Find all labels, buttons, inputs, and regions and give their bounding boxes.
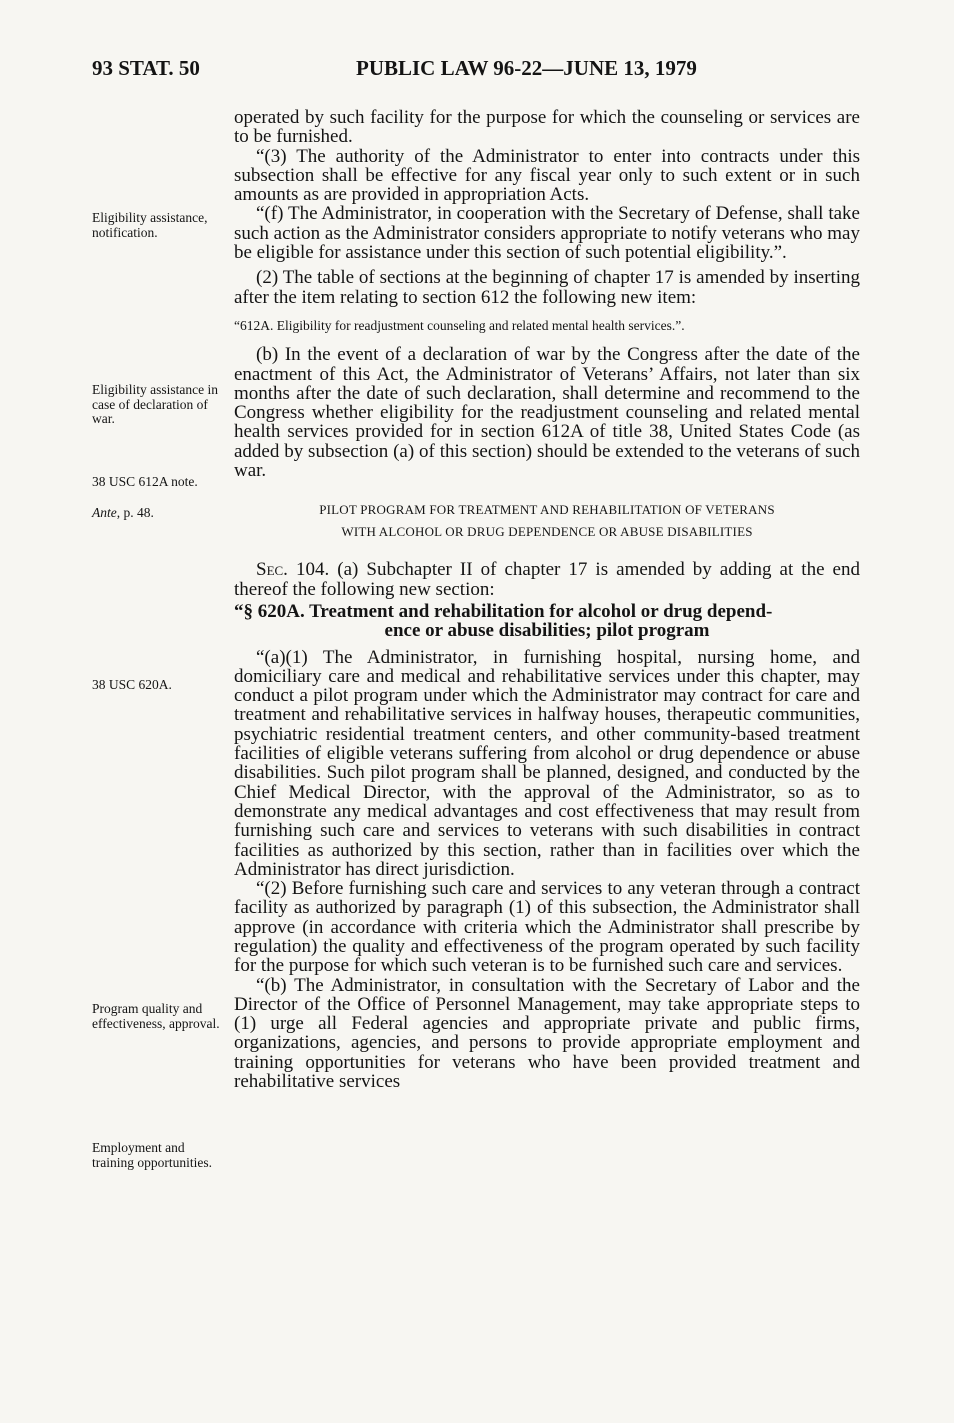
- table-item-612a: “612A. Eligibility for readjustment counseling and related mental health services.”.: [234, 317, 685, 333]
- margin-note-program-quality: Program quality and effectiveness, approval.: [92, 1001, 220, 1031]
- paragraph-table-amend: (2) The table of sections at the beginning of chapter 17 is amended by inserting after the item relating to section 612 the following new item:: [234, 267, 860, 308]
- margin-note-usc-620a: 38 USC 620A.: [92, 677, 172, 692]
- margin-note-eligibility-war: Eligibility assistance in case of declaration of war.: [92, 382, 218, 426]
- paragraph-continuation: operated by such facility for the purpose for which the counseling or services are to be furnished.: [234, 107, 860, 148]
- paragraph-3: “(3) The authority of the Administrator to enter into contracts under this subsection shall be effective for any fiscal year only to such extent or in such amounts as are provided in appropriation Acts.: [234, 145, 860, 206]
- section-heading: [234, 499, 860, 543]
- section-title-line-1: “§ 620A. Treatment and rehabilitation for alcohol or drug depend-: [234, 600, 773, 622]
- margin-note-usc-612a: 38 USC 612A note.: [92, 474, 198, 489]
- paragraph-b-war: (b) In the event of a declaration of war by the Congress after the date of the enactment of this Act, the Administrator of Veterans’ Affairs, not later than six months after the date of such declaration, shall determine and recommend to the Congress whether eligibility for the readjustment counseling and related mental health services provided for in section 612A of title 38, United States Code (as added by subsection (a) of this section) should be extended to the veterans of such war.: [234, 344, 860, 482]
- paragraph-a2: “(2) Before furnishing such care and services to any veteran through a contract facility as authorized by paragraph (1) of this subsection, the Administrator shall approve (in accordance with criteria which the Administrator shall prescribe by regulation) the quality and effectiveness of the program operated by such facility for the purpose for which such veteran is to be furnished such care and services.: [234, 878, 860, 977]
- margin-note-eligibility-notification: Eligibility assistance, notification.: [92, 210, 208, 240]
- section-104-intro: [234, 560, 860, 599]
- section-label: Sec. 104.: [256, 559, 330, 581]
- paragraph-a1: “(a)(1) The Administrator, in furnishing hospital, nursing home, and domiciliary care and medical and rehabilitative services under this chapter, may conduct a pilot program under which the Administrator may contract for care and treatment and rehabilitative services in halfway houses, therapeutic communities, psychiatric residential treatment centers, and other community-based treatment facilities of eligible veterans suffering from alcohol or drug dependence or abuse disabilities. Such pilot program shall be planned, designed, and conducted by the Chief Medical Director, with the approval of the Administrator, so as to demonstrate any medical advantages and cost effectiveness that may result from furnishing such care and services to veterans with such disabilities in contract facilities as authorized by this section, rather than in facilities over which the Administrator has direct jurisdiction.: [234, 646, 860, 880]
- section-heading-line-2: WITH ALCOHOL OR DRUG DEPENDENCE OR ABUSE DISABILITIES: [341, 524, 753, 540]
- section-620a-title: [234, 602, 860, 641]
- section-heading-line-1: PILOT PROGRAM FOR TREATMENT AND REHABILITATION OF VETERANS: [319, 502, 775, 518]
- section-title-line-2: ence or abuse disabilities; pilot program: [384, 620, 710, 642]
- margin-note-ante: [92, 506, 222, 521]
- ante-page: , p. 48.: [116, 505, 154, 520]
- ante-italic: Ante: [92, 505, 117, 520]
- paragraph-b-employment: “(b) The Administrator, in consultation with the Secretary of Labor and the Director of the Office of Personnel Management, may take appropriate steps to (1) urge all Federal agencies and appropriate private and public firms, organizations, agencies, and persons to provide appropriate employment and training opportunities for veterans who have been provided treatment and rehabilitative services: [234, 974, 860, 1093]
- page-reference: 93 STAT. 50: [92, 56, 200, 80]
- paragraph-f: “(f) The Administrator, in cooperation with the Secretary of Defense, shall take such action as the Administrator considers appropriate to notify veterans who may be eligible for assistance under this section of such potential eligibility.”.: [234, 203, 860, 264]
- margin-note-employment: Employment and training opportunities.: [92, 1140, 212, 1170]
- main-text: [234, 108, 860, 1091]
- section-intro-text: (a) Subchapter II of chapter 17 is amended by adding at the end thereof the following new section:: [234, 559, 860, 600]
- page-header: [92, 56, 862, 86]
- law-title: PUBLIC LAW 96-22—JUNE 13, 1979: [356, 56, 697, 80]
